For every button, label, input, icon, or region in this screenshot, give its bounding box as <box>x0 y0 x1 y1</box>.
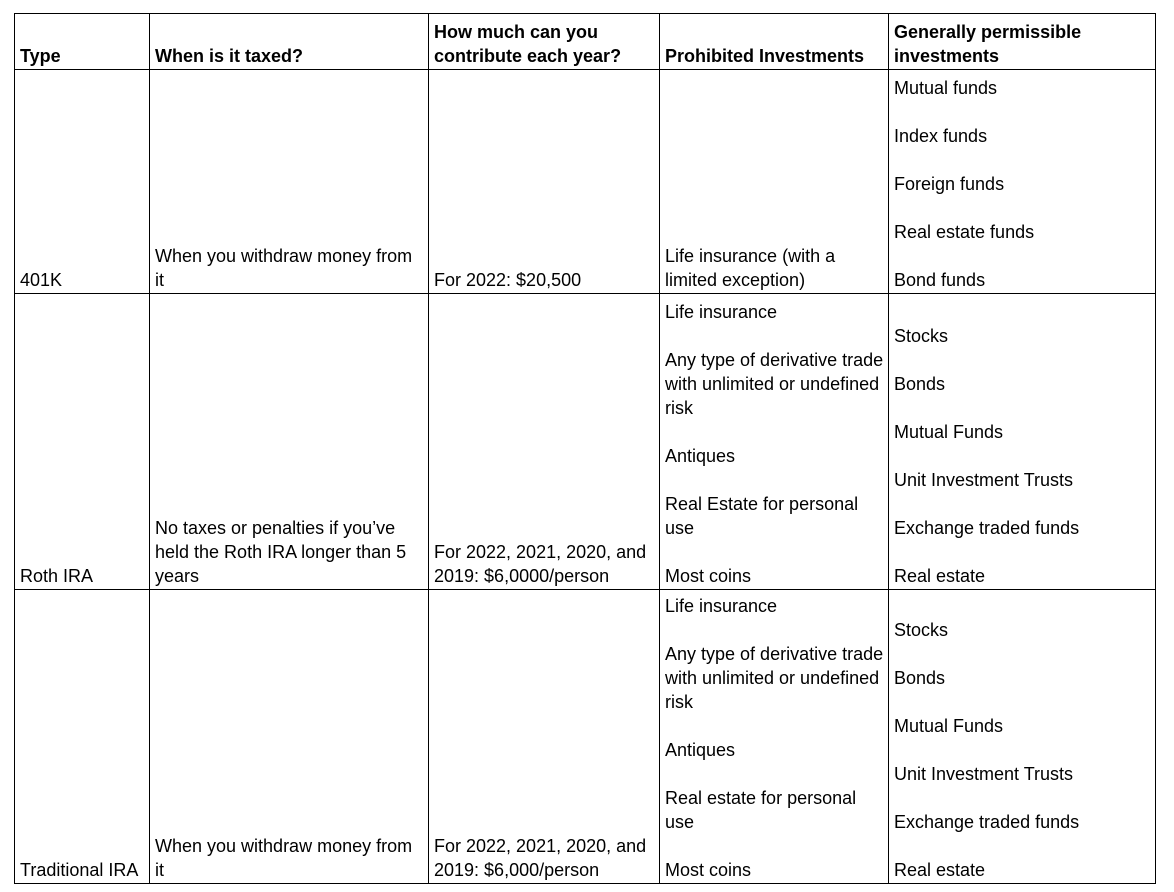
permissible-item: Bond funds <box>894 270 986 290</box>
permissible-item: Stocks <box>894 326 949 346</box>
permissible-item: Mutual funds <box>894 78 998 98</box>
cell-taxed: No taxes or penalties if you’ve held the Roth IRA longer than 5 years <box>150 294 429 590</box>
permissible-item: Bonds <box>894 668 946 688</box>
cell-type: Roth IRA <box>15 294 150 590</box>
header-contribute: How much can you contribute each year? <box>429 14 660 70</box>
table-row <box>15 70 1156 294</box>
permissible-list <box>894 324 1151 588</box>
cell-type: Traditional IRA <box>15 590 150 884</box>
permissible-item: Real estate <box>894 860 986 880</box>
header-permissible: Generally permissible investments <box>889 14 1156 70</box>
permissible-item: Mutual Funds <box>894 716 1004 736</box>
cell-prohibited <box>660 294 889 590</box>
permissible-item: Foreign funds <box>894 174 1005 194</box>
prohibited-list <box>665 594 884 882</box>
permissible-list <box>894 618 1151 882</box>
prohibited-item: Most coins <box>665 860 752 880</box>
prohibited-item: Most coins <box>665 566 752 586</box>
cell-prohibited <box>660 590 889 884</box>
permissible-item: Exchange traded funds <box>894 518 1080 538</box>
header-type: Type <box>15 14 150 70</box>
prohibited-item: Life insurance <box>665 596 778 616</box>
permissible-item: Mutual Funds <box>894 422 1004 442</box>
permissible-item: Exchange traded funds <box>894 812 1080 832</box>
cell-permissible <box>889 294 1156 590</box>
permissible-list <box>894 76 1151 292</box>
header-row <box>15 14 1156 70</box>
cell-permissible <box>889 70 1156 294</box>
table-row <box>15 590 1156 884</box>
cell-type: 401K <box>15 70 150 294</box>
prohibited-list <box>665 244 884 292</box>
retirement-accounts-table <box>14 13 1156 884</box>
prohibited-item: Real estate for personal use <box>665 788 857 832</box>
header-prohibited: Prohibited Investments <box>660 14 889 70</box>
prohibited-item: Life insurance <box>665 302 778 322</box>
cell-permissible <box>889 590 1156 884</box>
cell-taxed: When you withdraw money from it <box>150 590 429 884</box>
table-row <box>15 294 1156 590</box>
cell-contribute: For 2022: $20,500 <box>429 70 660 294</box>
prohibited-item: Real Estate for personal use <box>665 494 859 538</box>
permissible-item: Real estate <box>894 566 986 586</box>
prohibited-item: Antiques <box>665 446 736 466</box>
permissible-item: Unit Investment Trusts <box>894 470 1074 490</box>
cell-contribute: For 2022, 2021, 2020, and 2019: $6,0000/person <box>429 294 660 590</box>
permissible-item: Real estate funds <box>894 222 1035 242</box>
cell-taxed: When you withdraw money from it <box>150 70 429 294</box>
cell-contribute: For 2022, 2021, 2020, and 2019: $6,000/person <box>429 590 660 884</box>
permissible-item: Bonds <box>894 374 946 394</box>
permissible-item: Index funds <box>894 126 988 146</box>
permissible-item: Stocks <box>894 620 949 640</box>
permissible-item: Unit Investment Trusts <box>894 764 1074 784</box>
prohibited-list <box>665 300 884 588</box>
prohibited-item: Antiques <box>665 740 736 760</box>
prohibited-item: Any type of derivative trade with unlimited or undefined risk <box>665 644 884 712</box>
prohibited-item: Life insurance (with a limited exception) <box>665 246 836 290</box>
cell-prohibited <box>660 70 889 294</box>
header-taxed: When is it taxed? <box>150 14 429 70</box>
prohibited-item: Any type of derivative trade with unlimited or undefined risk <box>665 350 884 418</box>
